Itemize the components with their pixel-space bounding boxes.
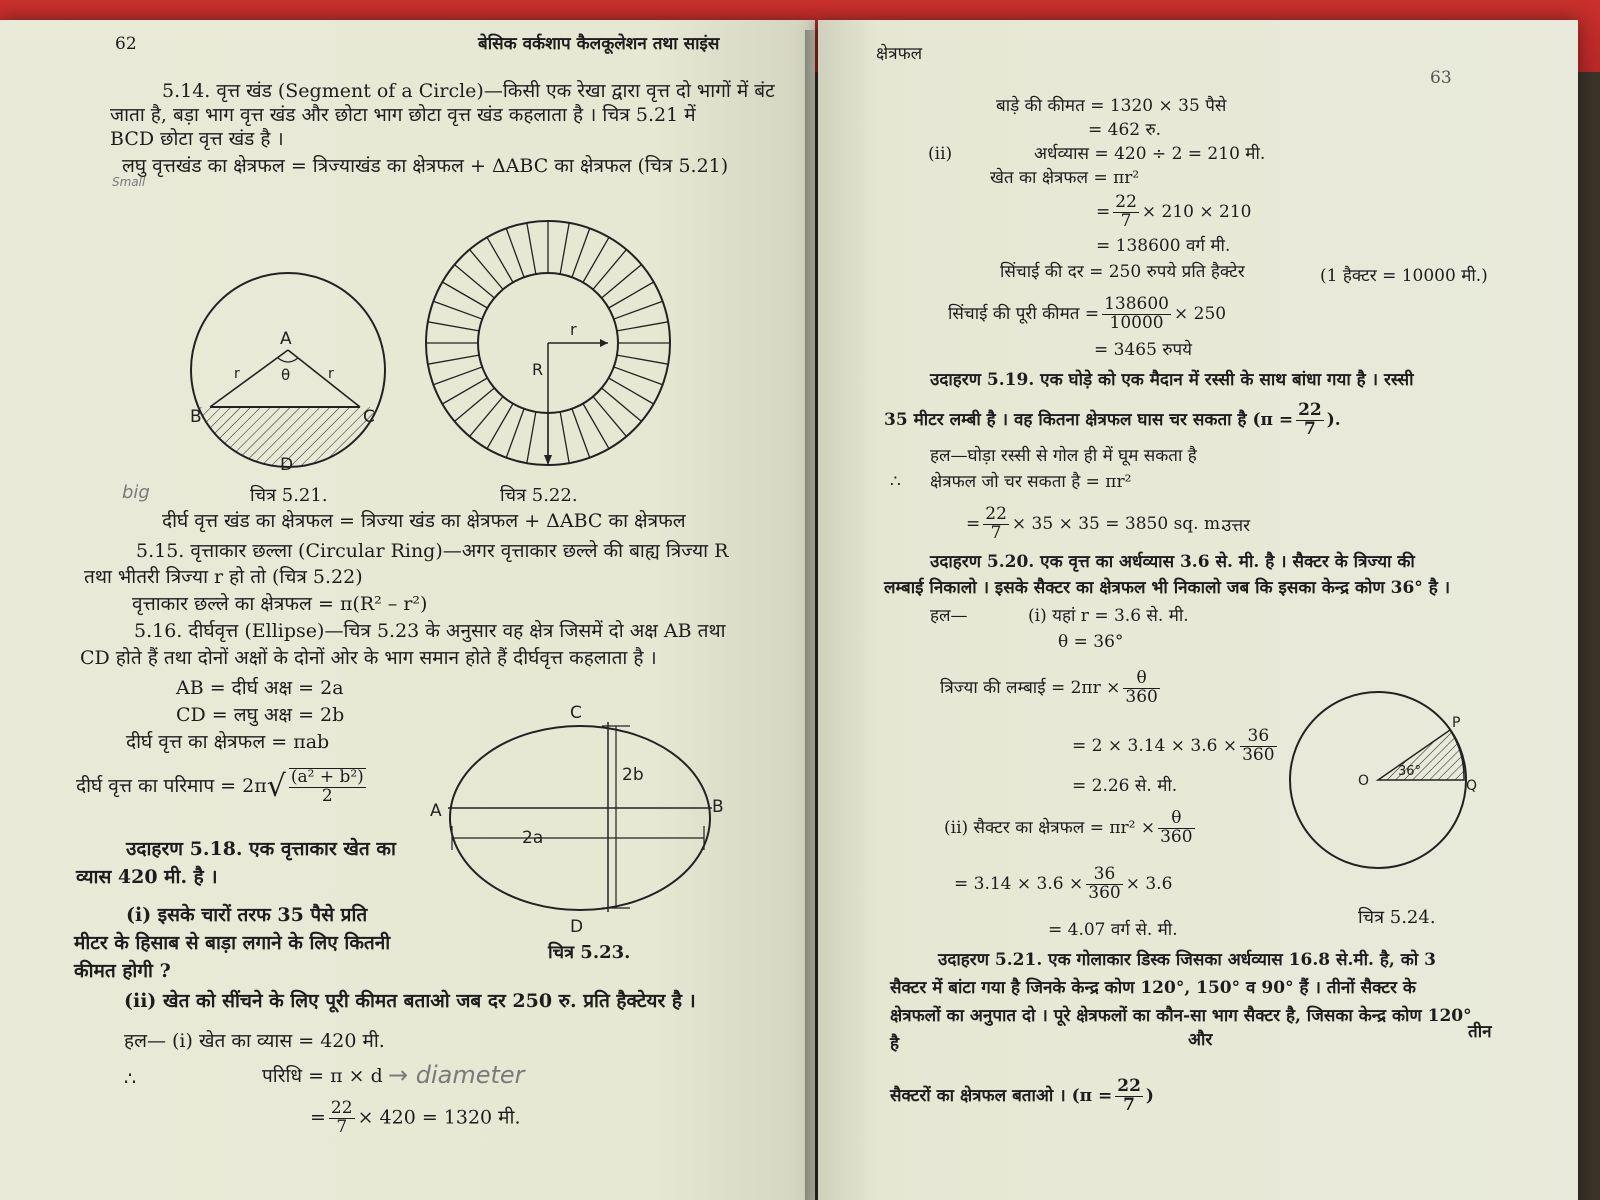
ex518-therefore: ∴	[124, 1068, 137, 1090]
part-ii-label: (ii)	[928, 144, 953, 164]
right-page	[818, 20, 1578, 1200]
ex520-s4: = 2 × 3.14 × 3.6 × $\frac{36}{360}$	[1072, 726, 1275, 765]
s516-area: दीर्घ वृत्त का क्षेत्रफल = πab	[126, 731, 330, 753]
ex518-sol1: हल— (i) खेत का व्यास = 420 मी.	[124, 1030, 385, 1052]
label-r: r	[570, 320, 577, 339]
label-angle: 36°	[1398, 764, 1422, 779]
outer-radius-arrow	[544, 455, 552, 465]
ex518-sol3: = $\frac{22}{7}$ × 420 = 1320 मी.	[310, 1098, 521, 1137]
ex519-line2: 35 मीटर लम्बी है । वह कितना क्षेत्रफल घास चर सकता है (π = $\frac{22}{7}$ ).	[884, 400, 1341, 439]
ring-spoke	[433, 367, 482, 385]
ex518-sol2: परिधि = π × d	[262, 1065, 383, 1087]
ring-spoke	[617, 355, 668, 364]
s516-ab: AB = दीर्घ अक्ष = 2a	[176, 677, 344, 699]
fig522-caption: चित्र 5.22.	[500, 485, 578, 506]
label-o: O	[1358, 773, 1370, 789]
handwritten-diameter: → diameter	[388, 1061, 525, 1089]
label-theta: θ	[281, 366, 291, 384]
running-head: बेसिक वर्कशाप कैलकूलेशन तथा साइंस	[478, 34, 720, 54]
ex520-sol-label: हल—	[930, 606, 968, 626]
label-c: C	[570, 703, 582, 723]
ring-spoke	[560, 223, 569, 274]
ex518-line4: मीटर के हिसाब से बाड़ा लगाने के लिए कितनी	[74, 932, 391, 954]
page-number: 62	[115, 34, 137, 54]
ex520-s8: = 4.07 वर्ग से. मी.	[1048, 920, 1178, 940]
s515-line1: 5.15. वृत्ताकार छल्ला (Circular Ring)—अगर वृत्ताकार छल्ले की बाह्य त्रिज्या R	[136, 540, 729, 562]
ex520-line2: लम्बाई निकालो । इसके सैक्टर का क्षेत्रफल भी निकालो जब कि इसका केन्द्र कोण 36° है ।	[884, 578, 1451, 598]
ring-spoke	[433, 301, 482, 319]
label-d: D	[280, 455, 294, 475]
ex519-line1: उदाहरण 5.19. एक घोड़े को एक मैदान में रस्सी के साथ बांधा गया है । रस्सी	[930, 370, 1414, 390]
fig524-caption: चित्र 5.24.	[1358, 907, 1436, 928]
ring-spoke	[506, 228, 524, 277]
figure-5-24	[1278, 685, 1478, 885]
radius-ac	[288, 350, 360, 407]
ex518-line2: व्यास 420 मी. है ।	[76, 866, 218, 888]
perimeter-lhs: दीर्घ वृत्त का परिमाप = 2π	[76, 774, 267, 797]
label-c: C	[363, 407, 375, 427]
radius-ab	[210, 350, 291, 407]
s514-formula: लघु वृत्तखंड का क्षेत्रफल = त्रिज्याखंड का क्षेत्रफल + ΔABC का क्षेत्रफल (चित्र 5.21)	[122, 155, 729, 177]
ring-spoke	[506, 409, 524, 458]
ring-spoke	[428, 322, 479, 331]
s515-line2: तथा भीतरी त्रिज्या r हो तो (चित्र 5.22)	[84, 566, 363, 588]
ring-spoke	[572, 228, 590, 277]
irrigation-result: = 3465 रुपये	[1094, 340, 1192, 360]
s514-line1: 5.14. वृत्त खंड (Segment of a Circle)—किसी एक रेखा द्वारा वृत्त दो भागों में बंट	[162, 80, 775, 102]
ex521-line4b: और	[1188, 1030, 1213, 1050]
hectare-note: (1 हैक्टर = 10000 मी.)	[1320, 266, 1488, 286]
label-p: P	[1452, 715, 1461, 731]
ex520-s5: = 2.26 से. मी.	[1072, 776, 1178, 796]
s514-line2: जाता है, बड़ा भाग वृत्त खंड और छोटा भाग छोटा वृत्त खंड कहलाता है । चित्र 5.21 में	[110, 104, 696, 126]
irrigation-rate: सिंचाई की दर = 250 रुपये प्रति हैक्टेर	[1000, 262, 1245, 282]
perimeter-fraction: $\frac{\text{(a² + b²)}}{2}$	[290, 767, 364, 806]
ex519-therefore: ∴	[890, 472, 901, 492]
s516-line1: 5.16. दीर्घवृत्त (Ellipse)—चित्र 5.23 के अनुसार वह क्षेत्र जिसमें दो अक्ष AB तथा	[134, 620, 726, 642]
ex521-line3: क्षेत्रफलों का अनुपात दो । पूरे क्षेत्रफलों का कौन-सा भाग सैक्टर है, जिसका केन्द्र कोण 120°	[890, 1006, 1472, 1026]
ex520-s6: (ii) सैक्टर का क्षेत्रफल = πr² × $\frac{\theta}{360}$	[944, 808, 1193, 847]
ring-spoke	[617, 322, 668, 331]
ex520-line1: उदाहरण 5.20. एक वृत्त का अर्धव्यास 3.6 से. मी. है । सैक्टर के त्रिज्या की	[930, 552, 1415, 572]
ring-spoke	[560, 412, 569, 463]
ellipse	[450, 726, 710, 910]
label-2b: 2b	[622, 765, 644, 785]
ex521-line5: सैक्टरों का क्षेत्रफल बताओ । (π = $\frac{22}{7}$ )	[890, 1076, 1154, 1115]
ex519-sol3: = $\frac{22}{7}$ × 35 × 35 = 3850 sq. m.	[966, 504, 1226, 543]
ex521-line1: उदाहरण 5.21. एक गोलाकार डिस्क जिसका अर्धव्यास 16.8 से.मी. है, को 3	[938, 950, 1436, 970]
major-segment-formula: दीर्घ वृत्त खंड का क्षेत्रफल = त्रिज्या खंड का क्षेत्रफल + ΔABC का क्षेत्रफल	[162, 510, 686, 532]
ring-spoke	[614, 367, 663, 385]
ex520-s7: = 3.14 × 3.6 × $\frac{36}{360}$ × 3.6	[954, 864, 1173, 903]
label-a: A	[280, 329, 292, 349]
fence-cost: बाड़े की कीमत = 1320 × 35 पैसे	[996, 96, 1227, 116]
ex520-s1: (i) यहां r = 3.6 से. मी.	[1028, 606, 1189, 626]
sqrt-sign: √	[266, 769, 286, 805]
figure-5-23	[430, 700, 730, 940]
ex518-line5: कीमत होगी ?	[74, 960, 171, 982]
ex521-line2: सैक्टर में बांटा गया है जिनके केन्द्र कोण 120°, 150° व 90° हैं । तीनों सैक्टर के	[890, 978, 1416, 998]
fig521-caption: चित्र 5.21.	[250, 485, 328, 506]
field-area: खेत का क्षेत्रफल = πr²	[990, 168, 1140, 188]
handwritten-small: Small	[112, 175, 146, 189]
fig523-caption: चित्र 5.23.	[548, 942, 631, 963]
label-b: B	[190, 407, 202, 427]
handwritten-big: big	[122, 482, 150, 503]
label-big-r: R	[532, 360, 544, 379]
figure-5-22	[418, 215, 678, 475]
label-r-right: r	[328, 366, 334, 382]
s516-cd: CD = लघु अक्ष = 2b	[176, 704, 345, 726]
ex518-line6: (ii) खेत को सींचने के लिए पूरी कीमत बताओ जब दर 250 रु. प्रति हैक्टेयर है ।	[124, 990, 696, 1012]
ex520-s3: त्रिज्या की लम्बाई = 2πr × $\frac{\theta}{360}$	[940, 668, 1158, 707]
label-a: A	[430, 801, 442, 821]
inner-radius-arrow	[600, 339, 608, 347]
label-b: B	[712, 797, 724, 817]
ring-spoke	[527, 223, 536, 274]
irrigation-total: सिंचाई की पूरी कीमत = $\frac{138600}{10000}$ × 250	[948, 294, 1227, 333]
radius-calc: अर्धव्यास = 420 ÷ 2 = 210 मी.	[1034, 144, 1266, 164]
ex521-line4a: है	[890, 1034, 900, 1054]
field-area-result: = 138600 वर्ग मी.	[1096, 236, 1231, 256]
left-page	[0, 20, 815, 1200]
ex518-line1: उदाहरण 5.18. एक वृत्ताकार खेत का	[126, 838, 396, 860]
s515-formula: वृत्ताकार छल्ले का क्षेत्रफल = π(R² – r²)	[132, 593, 428, 615]
label-2a: 2a	[522, 828, 544, 848]
s516-line2: CD होते हैं तथा दोनों अक्षों के दोनों ओर के भाग समान होते हैं दीर्घवृत्त कहलाता है ।	[80, 647, 657, 669]
ring-spoke	[527, 412, 536, 463]
ex519-sol1: हल—घोड़ा रस्सी से गोल ही में घूम सकता है	[930, 446, 1197, 466]
ex518-line3: (i) इसके चारों तरफ 35 पैसे प्रति	[126, 904, 368, 926]
label-r-left: r	[234, 366, 240, 382]
ex521-line4c: तीन	[1468, 1022, 1492, 1042]
ring-spoke	[572, 409, 590, 458]
running-head: क्षेत्रफल	[876, 44, 923, 64]
ex520-s2: θ = 36°	[1058, 632, 1124, 652]
ex519-answer: उत्तर	[1222, 516, 1251, 536]
label-q: Q	[1466, 778, 1478, 794]
fence-cost-result: = 462 रु.	[1088, 120, 1162, 140]
angle-arc	[278, 358, 298, 362]
s514-line3: BCD छोटा वृत्त खंड है ।	[110, 128, 284, 150]
ring-spoke	[428, 355, 479, 364]
figure-5-21	[180, 240, 400, 480]
field-area-calc: = $\frac{22}{7}$ × 210 × 210	[1096, 192, 1252, 231]
ring-spoke	[614, 301, 663, 319]
page-number: 63	[1430, 68, 1452, 88]
ex519-sol2: क्षेत्रफल जो चर सकता है = πr²	[930, 472, 1132, 492]
s516-perimeter	[76, 768, 369, 806]
label-d: D	[570, 917, 584, 937]
